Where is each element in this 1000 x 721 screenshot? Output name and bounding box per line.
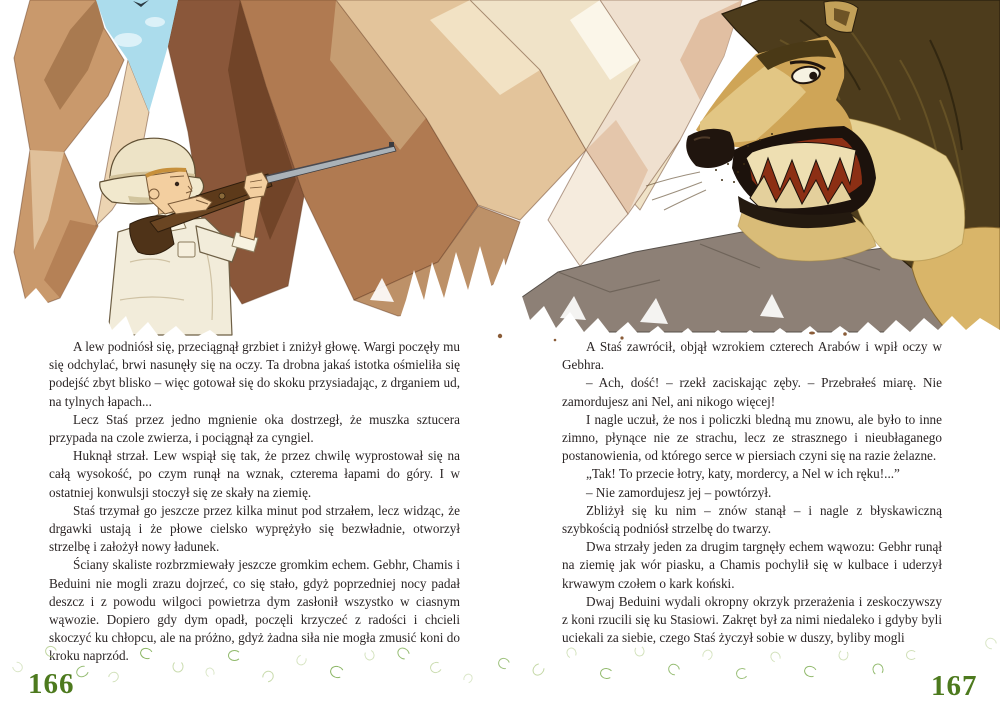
swirl-ornament (74, 663, 91, 679)
swirl-ornament (872, 663, 885, 677)
swirl-ornament (173, 661, 184, 673)
paragraph: A lew podniósł się, przeciągnął grzbiet i zniżył głowę. Wargi poczęły mu się odchylać, brwi nasunęły się na oczy. Ta drobna jakaś istotka ośmieliła się podejść zbyt blisko – więc gotował się do skoku przysiadając, z drganiem ud, na tylnych łapach... (49, 339, 460, 409)
illustration-boy-and-lion (0, 0, 1000, 345)
paragraph: „Tak! To przecie łotry, katy, mordercy, a Nel w ich ręku!...” (586, 466, 900, 482)
paragraph: A Staś zawrócił, objął wzrokiem czterech Arabów i wpił oczy w Gebhra. (562, 339, 942, 373)
swirl-ornament (700, 648, 714, 663)
lion-nose (686, 129, 734, 168)
swirl-ornament (803, 664, 819, 679)
paragraph: Ściany skaliste rozbrzmiewały jeszcze gromkim echem. Gebhr, Chamis i Beduini nie mogli zrazu dojrzeć, co się stało, gdyż poprzedniej nocy padał deszcz i z powodu wilgoci powietrza dym zasłonił wszystko w ciasnym wąwozie. Dopiero gdy dym opadł, poczęli krzyczeć z radości i chcieli skoczyć ku chłopcu, ale na próżno, gdyż żadna siła nie mogła zmusić koni do kroku naprzód. (49, 557, 460, 664)
paragraph: Dwaj Beduini wydali okropny okrzyk przerażenia i zeskoczywszy z koni rzucili się ku Stasiowi. Zakręt był za nimi niedaleko i gdyby byli uciekali za siebie, czego Staś życzył sobie w duszy, byliby mogli (562, 593, 942, 646)
left-page-text (49, 338, 460, 666)
paragraph: Lecz Staś przez jedno mgnienie oka dostrzegł, że muszka sztucera przypada na czole zwierza, i pociągnął za cyngiel. (49, 411, 460, 446)
swirl-ornament (666, 661, 682, 677)
paragraph: Zbliżył się ku nim – znów stanął – i nagle z błyskawiczną szybkością podniósł strzelbę do twarzy. (562, 502, 942, 537)
swirl-ornament (735, 667, 749, 680)
swirl-ornament (10, 660, 25, 675)
right-page-text (562, 338, 942, 647)
swirl-ornament (328, 664, 345, 680)
swirl-ornament (462, 672, 475, 685)
paragraph: – Ach, dość! – rzekł zaciskając zęby. – Przebrałeś miarę. Nie zamordujesz ani Nel, ani nikogo więcej! (562, 375, 942, 409)
swirl-ornament (906, 650, 917, 660)
paragraph: – Nie zamordujesz jej – powtórzył. (586, 484, 772, 500)
paragraph: Dwa strzały jeden za drugim targnęły echem wąwozu: Gebhr runął na ziemię jak wór piasku, a Chamis pochylił się w kulbace i uderzył krwawym czołem o kark koński. (562, 539, 942, 591)
swirl-ornament (565, 646, 578, 660)
swirl-ornament (768, 650, 782, 665)
swirl-ornament (106, 670, 121, 685)
illustration-canvas (0, 0, 1000, 345)
swirl-ornament (599, 667, 614, 680)
swirl-ornament (530, 661, 547, 678)
paragraph: I nagle uczuł, że nos i policzki bledną mu znowu, ale było to inne zimno, płynące nie ze strachu, lecz ze strasznego i nieubłaganego postanowienia, od którego serce w piersiach czyni się na razie żelazne. (562, 411, 942, 464)
paragraph: Huknął strzał. Lew wspiął się tak, że przez chwilę wyprostował się na całą wysokość, po czym runął na wznak, czterema łapami do góry. I w ostatniej konwulsji stoczył się ze skały na ziemię. (49, 448, 460, 500)
swirl-ornament (204, 666, 216, 678)
swirl-ornament (983, 635, 999, 651)
paragraph: Staś trzymał go jeszcze przez kilka minut pod strzałem, lecz widząc, że drgawki ustają i że płowe cielsko wyprężyło się bezwładnie, otworzył strzelbę i założył nowy ładunek. (49, 502, 460, 555)
page-number-right: 167 (931, 670, 978, 702)
swirl-ornament (228, 650, 241, 661)
page-number-left: 166 (28, 668, 75, 700)
swirl-ornament (260, 668, 276, 684)
swirl-ornament (496, 656, 512, 672)
swirl-ornament (838, 649, 850, 662)
